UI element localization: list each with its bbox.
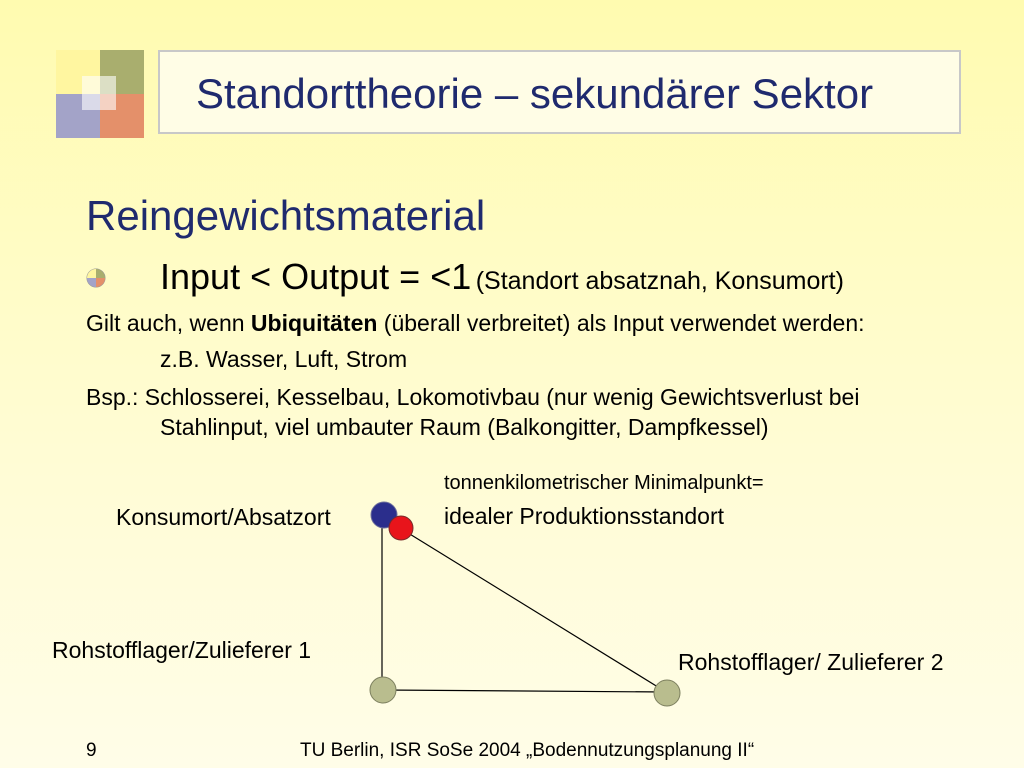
section-heading: Reingewichtsmaterial [86, 192, 486, 239]
text-line-bsp-cont: Stahlinput, viel umbauter Raum (Balkongitter, Dampfkessel) [160, 414, 769, 440]
optimum-node [389, 516, 413, 540]
page-number: 9 [86, 740, 97, 761]
slide-title: Standorttheorie – sekundärer Sektor [196, 70, 874, 117]
edge-optimum-supplier2 [400, 528, 666, 692]
annotation-produktionsstandort: idealer Produktionsstandort [444, 503, 724, 529]
edge-supplier1-supplier2 [382, 690, 666, 692]
text-line-bsp: Bsp.: Schlosserei, Kesselbau, Lokomotivbau (nur wenig Gewichtsverlust bei [86, 384, 860, 410]
label-konsumort: Konsumort/Absatzort [116, 504, 331, 530]
line1-pre: Gilt auch, wenn [86, 310, 251, 336]
line1-post: (überall verbreitet) als Input verwendet werden: [377, 310, 865, 336]
footer-text: TU Berlin, ISR SoSe 2004 „Bodennutzungsplanung II“ [300, 740, 755, 761]
bullet-main-text: Input < Output = <1 [160, 256, 472, 297]
supplier1-node [370, 677, 396, 703]
label-zulieferer-1: Rohstofflager/Zulieferer 1 [52, 637, 312, 663]
label-zulieferer-2: Rohstofflager/ Zulieferer 2 [678, 649, 944, 675]
text-line-examples: z.B. Wasser, Luft, Strom [160, 346, 408, 372]
supplier2-node [654, 680, 680, 706]
bullet-sub-text: (Standort absatznah, Konsumort) [475, 267, 844, 295]
annotation-minimalpunkt: tonnenkilometrischer Minimalpunkt= [444, 472, 764, 494]
line1-bold: Ubiquitäten [250, 310, 378, 336]
